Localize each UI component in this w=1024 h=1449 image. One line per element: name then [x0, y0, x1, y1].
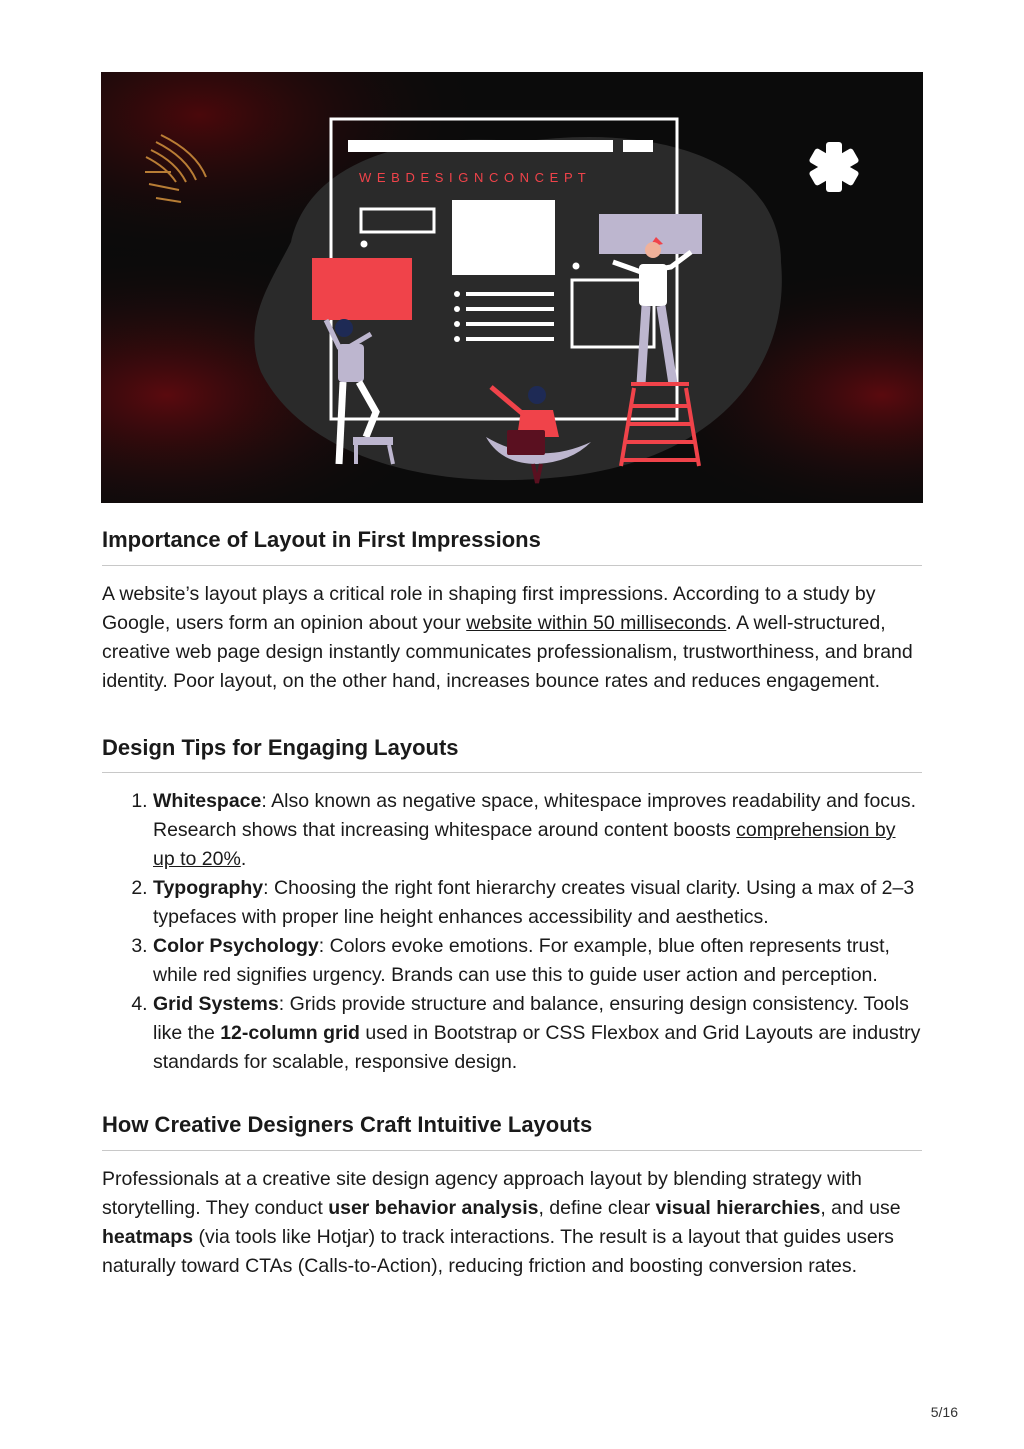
list-item [153, 874, 922, 932]
list-item [153, 932, 922, 990]
item-title: Grid Systems [153, 993, 279, 1016]
section-heading: How Creative Designers Craft Intuitive Layouts [102, 1111, 922, 1151]
item-text: : Also known as negative space, whitespace improves readability and focus. Research shows that increasing whitespace around content boosts [153, 790, 917, 842]
bold-text: heatmaps [102, 1225, 194, 1248]
item-text: . [240, 848, 247, 871]
concept-label: W E B D E S I G N C O N C E P T [359, 170, 587, 185]
item-text: : Grids provide structure and balance, ensuring design consistency. Tools like the [153, 993, 909, 1045]
text-span: (via tools like Hotjar) to track interactions. The result is a layout that guides users naturally toward CTAs (Calls-to-Action), reducing friction and boosting conversion rates. [102, 1225, 894, 1277]
list-item [153, 990, 922, 1077]
hero-illustration [101, 72, 923, 503]
red-panel [312, 258, 412, 320]
item-title: Whitespace [153, 790, 262, 813]
page-number: 5/16 [930, 1404, 958, 1420]
item-text: : Colors evoke emotions. For example, blue often represents trust, while red signifies urgency. Brands can use this to guide user action and perception. [153, 935, 890, 987]
link-comprehension[interactable]: comprehension by up to 20% [153, 819, 896, 871]
section-heading: Design Tips for Engaging Layouts [102, 734, 922, 774]
text-span: . A well-structured, creative web page design instantly communicates professionalism, trustworthiness, and brand identity. Poor layout, on the other hand, increases bounce rates and reduces engagement. [102, 611, 913, 692]
paragraph [102, 580, 922, 696]
section-creative-designers [102, 1111, 922, 1281]
link-50-milliseconds[interactable]: website within 50 milliseconds [466, 611, 727, 634]
article-content [102, 526, 922, 1281]
section-first-impressions [102, 526, 922, 696]
item-bold: 12-column grid [220, 1022, 360, 1045]
paragraph [102, 1165, 922, 1281]
list-item [153, 787, 922, 874]
item-text: : Choosing the right font hierarchy creates visual clarity. Using a max of 2–3 typefaces with proper line height enhances accessibility and aesthetics. [153, 877, 915, 929]
section-design-tips [102, 734, 922, 1078]
text-span: , define clear [538, 1196, 656, 1219]
bold-text: user behavior analysis [328, 1196, 539, 1219]
text-span: Professionals at a creative site design agency approach layout by blending strategy with storytelling. They conduct [102, 1167, 862, 1219]
text-span: A website’s layout plays a critical role in shaping first impressions. According to a study by Google, users form an opinion about your [102, 582, 876, 634]
item-title: Typography [153, 877, 264, 900]
bold-text: visual hierarchies [655, 1196, 821, 1219]
laptop-icon [507, 430, 545, 455]
text-span: , and use [820, 1196, 901, 1219]
item-text: used in Bootstrap or CSS Flexbox and Grid Layouts are industry standards for scalable, responsive design. [153, 1022, 921, 1074]
tips-list [102, 787, 922, 1077]
section-heading: Importance of Layout in First Impressions [102, 526, 922, 566]
web-design-concept-illustration [101, 72, 923, 503]
item-title: Color Psychology [153, 935, 319, 958]
